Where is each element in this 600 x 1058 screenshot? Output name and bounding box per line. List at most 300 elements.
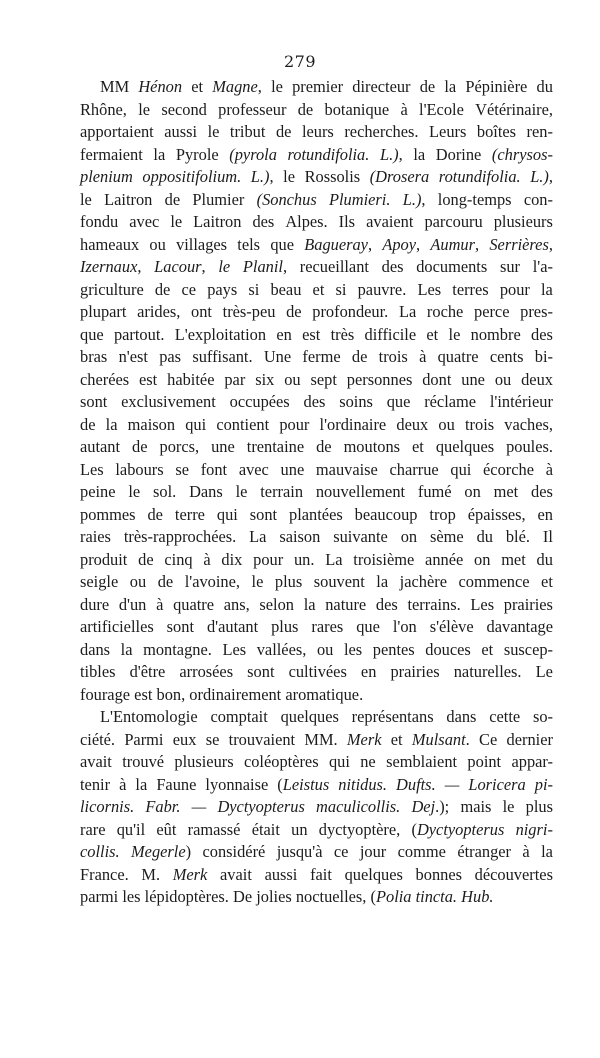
word: de bbox=[154, 279, 171, 299]
word: bon, bbox=[156, 684, 186, 704]
word: sont bbox=[249, 504, 278, 524]
word: mauvaise bbox=[315, 459, 378, 479]
word: semblaient bbox=[386, 752, 458, 771]
word: la bbox=[541, 842, 553, 861]
word: ne bbox=[360, 752, 376, 771]
word: les bbox=[122, 887, 141, 906]
word: fondu bbox=[80, 212, 119, 231]
word: ramassé bbox=[187, 819, 241, 839]
word: qui bbox=[328, 752, 350, 771]
word: de bbox=[147, 504, 163, 524]
word: recueillant bbox=[299, 257, 369, 276]
word: qu'il bbox=[116, 819, 146, 839]
word: si bbox=[248, 279, 260, 299]
word: ans, bbox=[223, 594, 250, 614]
word: profondeur. bbox=[312, 302, 389, 321]
word: on bbox=[400, 527, 418, 546]
word: griculture bbox=[80, 279, 144, 299]
word: ren- bbox=[526, 122, 553, 141]
word: Laitron bbox=[193, 212, 242, 231]
word: botanique bbox=[324, 99, 390, 119]
word: la bbox=[105, 414, 118, 434]
word: de bbox=[316, 437, 332, 456]
word: rotundifolia. bbox=[438, 167, 521, 186]
text-line bbox=[80, 594, 553, 617]
word: cette bbox=[489, 707, 521, 726]
word: Parmi bbox=[124, 729, 164, 749]
word: fermaient bbox=[80, 144, 143, 164]
word: long-temps bbox=[437, 189, 512, 209]
word: labours bbox=[115, 459, 164, 479]
word: Rhône, bbox=[80, 99, 127, 119]
word: par bbox=[224, 369, 246, 389]
word: l'a- bbox=[532, 257, 553, 276]
word: autant bbox=[80, 437, 121, 456]
word: dure bbox=[80, 594, 110, 614]
text-line bbox=[80, 234, 553, 257]
word: collis. bbox=[80, 842, 120, 861]
word: très-rapprochées. bbox=[123, 527, 237, 546]
word: Merk bbox=[172, 864, 208, 884]
word: est bbox=[139, 369, 158, 389]
word: pour bbox=[253, 549, 284, 569]
word: découvertes bbox=[474, 864, 553, 884]
word: de bbox=[351, 347, 368, 366]
word: le bbox=[283, 167, 295, 186]
word: sept bbox=[310, 369, 337, 389]
text-line bbox=[80, 571, 553, 594]
word: Laitron bbox=[104, 189, 153, 209]
word: blé. bbox=[505, 527, 530, 546]
text-line bbox=[80, 841, 553, 864]
word: se bbox=[175, 459, 189, 479]
word: fait bbox=[310, 864, 332, 884]
word: de bbox=[286, 302, 302, 321]
word: ce bbox=[181, 279, 197, 299]
word: seigle bbox=[80, 572, 119, 591]
text-line bbox=[80, 526, 553, 549]
word: épaisses, bbox=[467, 504, 526, 524]
word: porcs, bbox=[159, 437, 200, 456]
word: nouvellement bbox=[315, 482, 406, 501]
word: une bbox=[461, 369, 485, 389]
word: Izernaux, bbox=[80, 257, 142, 276]
word: ou bbox=[494, 369, 512, 389]
word: et bbox=[426, 324, 439, 344]
word: raies bbox=[80, 527, 111, 546]
word: boîtes bbox=[476, 122, 517, 141]
word: aussi bbox=[164, 122, 198, 141]
word: ciété. bbox=[80, 729, 116, 749]
word: à bbox=[400, 99, 408, 119]
word: charrue bbox=[389, 459, 439, 479]
word: tenir bbox=[80, 774, 111, 794]
word: nature bbox=[325, 594, 367, 614]
text-line bbox=[80, 684, 553, 707]
word: Une bbox=[263, 347, 292, 366]
word: beaucoup bbox=[354, 504, 418, 524]
text-line bbox=[80, 504, 553, 527]
word: La bbox=[325, 549, 343, 569]
word: (Drosera bbox=[369, 167, 430, 186]
word: de bbox=[164, 189, 181, 209]
word: le bbox=[235, 482, 248, 501]
word: met bbox=[501, 549, 526, 569]
word: pas bbox=[159, 347, 182, 366]
word: avait bbox=[80, 752, 112, 771]
word: Les bbox=[222, 639, 247, 659]
word: davantage bbox=[486, 617, 553, 636]
text-line bbox=[80, 256, 553, 279]
word: plupart bbox=[80, 302, 127, 321]
word: habitée bbox=[167, 369, 215, 389]
word: en bbox=[537, 504, 553, 524]
word: d'être bbox=[129, 662, 166, 681]
word: pres- bbox=[520, 302, 553, 321]
word: aromatique. bbox=[285, 684, 364, 704]
word: pentes bbox=[372, 639, 415, 659]
word: trentaine bbox=[246, 437, 305, 456]
word: s'élève bbox=[429, 617, 474, 636]
word: sont bbox=[80, 392, 108, 411]
word: Merk bbox=[346, 729, 382, 749]
text-line bbox=[80, 774, 553, 797]
word: Planil, bbox=[242, 257, 288, 276]
word: L.), bbox=[402, 189, 426, 209]
word: en bbox=[360, 662, 377, 681]
word: ou bbox=[284, 369, 301, 389]
word: (pyrola bbox=[229, 144, 277, 164]
word: L'Entomologie bbox=[100, 707, 198, 726]
word: la bbox=[303, 594, 316, 614]
word: qui bbox=[216, 504, 238, 524]
word: le bbox=[128, 482, 141, 501]
word: exclusivement bbox=[121, 392, 216, 411]
word: second bbox=[161, 99, 207, 119]
word: ou bbox=[316, 639, 334, 659]
word: point bbox=[467, 752, 502, 771]
word: en bbox=[276, 324, 292, 344]
word: soins bbox=[339, 392, 373, 411]
word: Plumieri. bbox=[328, 189, 391, 209]
text-line bbox=[80, 819, 553, 842]
word: nigri- bbox=[515, 819, 553, 839]
word: lyonnaise bbox=[205, 774, 269, 794]
word: bonnes bbox=[415, 864, 462, 884]
word: Mulsant. bbox=[411, 729, 470, 749]
word: à bbox=[156, 594, 164, 614]
word: et bbox=[541, 572, 553, 591]
word: Faune bbox=[156, 774, 197, 794]
word: était bbox=[251, 819, 280, 839]
word: les bbox=[343, 639, 363, 659]
word: Pépinière bbox=[465, 77, 528, 96]
word: — bbox=[444, 774, 460, 794]
word: le bbox=[502, 797, 515, 816]
word: Les bbox=[470, 594, 495, 614]
word: à bbox=[522, 842, 530, 861]
word: Bagueray, bbox=[304, 234, 373, 254]
word: des bbox=[381, 257, 404, 276]
word: Megerle) bbox=[131, 842, 192, 861]
word: selon bbox=[259, 594, 294, 614]
word: nombre bbox=[470, 324, 521, 344]
word: l'avoine, bbox=[184, 572, 240, 591]
word: du bbox=[476, 527, 493, 546]
word: jolies bbox=[256, 887, 292, 906]
word: premier bbox=[292, 77, 344, 96]
word: terres bbox=[452, 279, 489, 299]
word: si bbox=[335, 279, 347, 299]
word: très-peu bbox=[222, 302, 276, 321]
word: de bbox=[275, 122, 292, 141]
word: trouvé bbox=[122, 752, 165, 771]
word: est bbox=[134, 684, 153, 704]
word: très bbox=[330, 324, 355, 344]
word: so- bbox=[532, 707, 553, 726]
word: le bbox=[80, 189, 92, 209]
word: plus bbox=[525, 797, 553, 816]
text-line bbox=[80, 166, 553, 189]
word: fumé bbox=[417, 482, 452, 501]
word: des bbox=[375, 594, 398, 614]
word: (Sonchus bbox=[256, 189, 317, 209]
word: plusieurs bbox=[174, 752, 234, 771]
word: villages bbox=[176, 234, 228, 254]
word: comme bbox=[397, 842, 446, 861]
word: de bbox=[132, 437, 148, 456]
word: ont bbox=[191, 302, 212, 321]
word: cinq bbox=[164, 549, 193, 569]
word: L.), bbox=[379, 144, 403, 164]
word: que bbox=[356, 617, 380, 636]
word: Dej.); bbox=[411, 797, 450, 816]
word: Hub. bbox=[461, 887, 494, 906]
word: avaient bbox=[366, 212, 414, 231]
text-line bbox=[80, 481, 553, 504]
text-line bbox=[80, 189, 553, 212]
word: ou bbox=[129, 572, 147, 591]
word: la bbox=[135, 774, 148, 794]
word: sur bbox=[499, 257, 520, 276]
word: le bbox=[207, 122, 220, 141]
word: Dyctyopterus bbox=[217, 797, 305, 816]
word: jachère bbox=[399, 572, 447, 591]
word: hameaux bbox=[80, 234, 140, 254]
word: pour bbox=[499, 279, 530, 299]
word: tribut bbox=[229, 122, 266, 141]
word: saison bbox=[279, 527, 321, 546]
word: plus bbox=[271, 617, 299, 636]
word: tibles bbox=[80, 662, 116, 681]
word: la bbox=[153, 144, 166, 164]
word: se bbox=[205, 729, 220, 749]
word: le bbox=[448, 324, 461, 344]
word: Rossolis bbox=[304, 167, 361, 186]
word: dans bbox=[80, 639, 111, 659]
word: Apoy, bbox=[382, 234, 421, 254]
word: à bbox=[119, 774, 127, 794]
word: parmi bbox=[80, 887, 119, 906]
text-line bbox=[80, 346, 553, 369]
word: L.), bbox=[250, 167, 274, 186]
word: MM bbox=[100, 77, 130, 96]
word: sol. bbox=[153, 482, 177, 501]
text-line bbox=[80, 549, 553, 572]
paragraph bbox=[80, 706, 553, 909]
word: jour bbox=[359, 842, 387, 861]
word: avec bbox=[238, 459, 269, 479]
word: documents bbox=[416, 257, 488, 276]
word: naturelles. bbox=[453, 662, 522, 681]
word: plus bbox=[274, 572, 303, 591]
word: Leurs bbox=[429, 122, 467, 141]
word: qui bbox=[450, 459, 472, 479]
word: de bbox=[297, 99, 314, 119]
text-line bbox=[80, 729, 553, 752]
word: trois bbox=[464, 414, 495, 434]
word: quatre bbox=[437, 347, 479, 366]
text-line bbox=[80, 864, 553, 887]
word: cents bbox=[489, 347, 524, 366]
word: L.), bbox=[530, 167, 553, 186]
text-line bbox=[80, 706, 553, 729]
word: la bbox=[413, 144, 426, 164]
word: parcouru bbox=[424, 212, 483, 231]
word: Vétérinaire, bbox=[475, 99, 553, 119]
word: mais bbox=[460, 797, 492, 816]
text-line bbox=[80, 639, 553, 662]
word: rares bbox=[311, 617, 344, 636]
text-line bbox=[80, 886, 553, 909]
word: que bbox=[270, 234, 294, 254]
page-number: 279 bbox=[283, 52, 317, 71]
word: directeur bbox=[352, 77, 411, 96]
word: leurs bbox=[301, 122, 334, 141]
word: plenium bbox=[80, 167, 133, 186]
word: ou bbox=[438, 414, 455, 434]
word: une bbox=[280, 459, 305, 479]
text-line bbox=[80, 211, 553, 234]
word: l'ordinaire bbox=[319, 414, 387, 434]
word: Les bbox=[417, 279, 442, 299]
text-line bbox=[80, 414, 553, 437]
body-text bbox=[80, 76, 553, 909]
word: un bbox=[291, 819, 308, 839]
word: dans bbox=[446, 707, 477, 726]
word: des bbox=[303, 392, 326, 411]
word: poules. bbox=[506, 437, 553, 456]
word: L'exploitation bbox=[174, 324, 267, 344]
word: — bbox=[191, 797, 207, 816]
word: eût bbox=[156, 819, 177, 839]
word: moutons bbox=[343, 437, 401, 456]
word: roche bbox=[426, 302, 464, 321]
word: un. bbox=[293, 549, 315, 569]
text-line bbox=[80, 661, 553, 684]
word: avait bbox=[220, 864, 252, 884]
word: et bbox=[390, 729, 403, 749]
word: quelques bbox=[344, 864, 403, 884]
text-line bbox=[80, 76, 553, 99]
word: la bbox=[444, 77, 457, 96]
word: pays bbox=[207, 279, 238, 299]
word: M. bbox=[141, 864, 161, 884]
word: le bbox=[271, 77, 283, 96]
word: Les bbox=[80, 459, 104, 479]
text-line bbox=[80, 99, 553, 122]
word: La bbox=[249, 527, 267, 546]
word: Pyrole bbox=[175, 144, 219, 164]
word: à bbox=[545, 459, 553, 479]
word: quelques bbox=[435, 437, 495, 456]
word: des bbox=[531, 324, 553, 344]
word: sème bbox=[430, 527, 464, 546]
word: contient bbox=[216, 414, 270, 434]
word: dont bbox=[422, 369, 452, 389]
word: de bbox=[138, 549, 154, 569]
word: le bbox=[138, 99, 151, 119]
word: la bbox=[120, 639, 133, 659]
word: bi- bbox=[534, 347, 553, 366]
text-line bbox=[80, 436, 553, 459]
word: terrain bbox=[260, 482, 304, 501]
word: noctuelles, bbox=[295, 887, 367, 906]
word: qui bbox=[185, 414, 207, 434]
word: année bbox=[425, 549, 464, 569]
word: rotundifolia. bbox=[287, 144, 370, 164]
word: trop bbox=[429, 504, 456, 524]
word: l'on bbox=[392, 617, 417, 636]
word: à bbox=[419, 347, 427, 366]
word: dyctyoptère, bbox=[318, 819, 401, 839]
word: rare bbox=[80, 819, 106, 839]
word: beau bbox=[270, 279, 302, 299]
word: terre bbox=[174, 504, 205, 524]
text-line bbox=[80, 616, 553, 639]
word: La bbox=[398, 302, 417, 321]
text-line bbox=[80, 279, 553, 302]
word: jusqu'à bbox=[276, 842, 323, 861]
word: n'est bbox=[118, 347, 148, 366]
word: suffisant. bbox=[192, 347, 253, 366]
word: souvent bbox=[313, 572, 365, 591]
word: prairies bbox=[503, 594, 553, 614]
word: Il bbox=[542, 527, 553, 546]
word: ferme bbox=[302, 347, 341, 366]
word: plantées bbox=[289, 504, 343, 524]
word: peine bbox=[80, 482, 116, 501]
word: Loricera bbox=[468, 774, 526, 794]
word: nitidus. bbox=[338, 774, 387, 794]
word: appar- bbox=[511, 752, 553, 771]
word: aussi bbox=[264, 864, 298, 884]
word: Dans bbox=[189, 482, 223, 501]
word: représentans bbox=[351, 707, 434, 726]
word: produit bbox=[80, 549, 128, 569]
word: douces bbox=[425, 639, 471, 659]
word: Lacour, bbox=[154, 257, 206, 276]
word: Hénon bbox=[138, 77, 183, 96]
word: pauvre. bbox=[357, 279, 407, 299]
word: deux bbox=[396, 414, 429, 434]
word: de bbox=[80, 414, 96, 434]
word: est bbox=[302, 324, 321, 344]
word: partout. bbox=[113, 324, 165, 344]
word: du bbox=[536, 549, 553, 569]
word: font bbox=[200, 459, 228, 479]
word: comptait bbox=[210, 707, 268, 726]
